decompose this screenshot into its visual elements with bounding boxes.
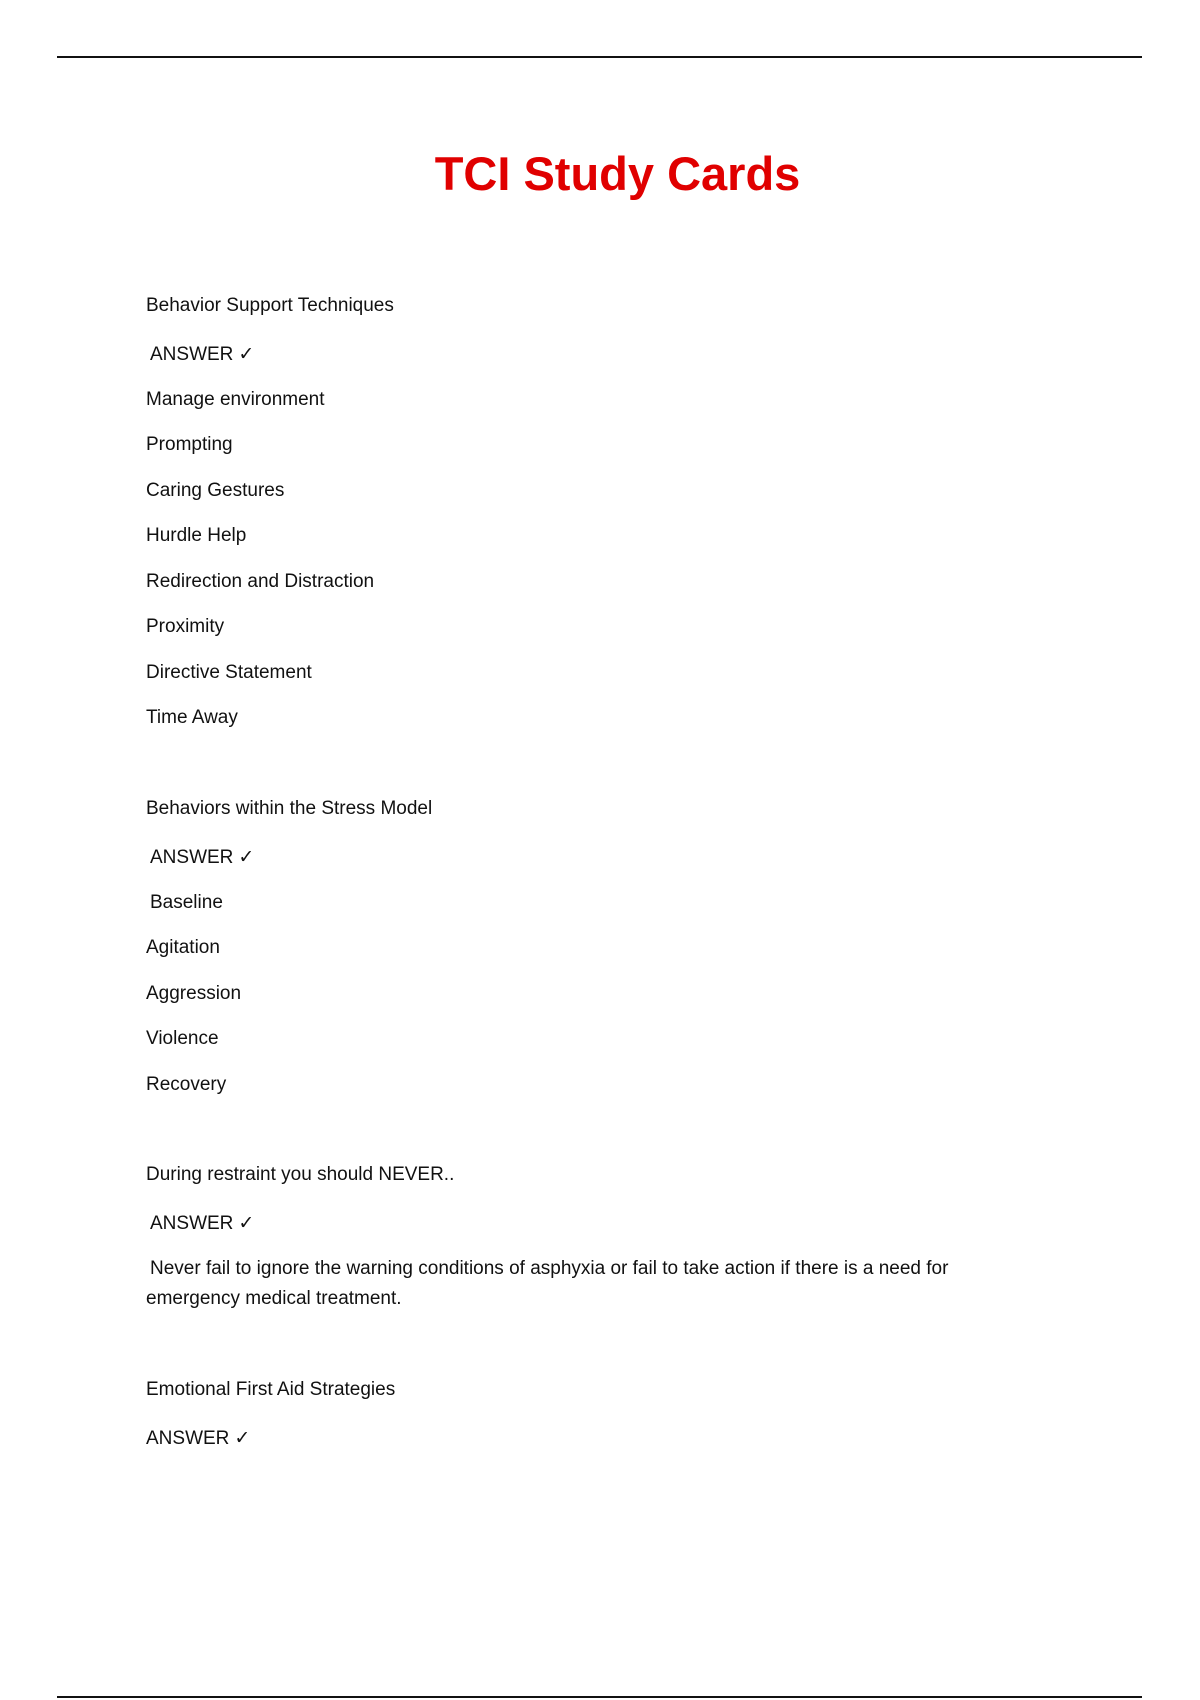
check-icon: ✓	[238, 846, 255, 868]
check-icon: ✓	[234, 1427, 251, 1449]
answer-label	[150, 1211, 254, 1236]
answer-item: emergency medical treatment.	[146, 1288, 402, 1309]
answer-label	[146, 1426, 250, 1451]
answer-item: Proximity	[146, 616, 225, 637]
answer-item: Time Away	[146, 707, 238, 728]
answer-item: Hurdle Help	[146, 525, 247, 546]
answer-item: Redirection and Distraction	[146, 571, 375, 592]
check-icon: ✓	[238, 343, 255, 365]
page-title: TCI Study Cards	[434, 147, 801, 200]
answer-text: ANSWER	[150, 1213, 234, 1234]
card-question: Behavior Support Techniques	[146, 295, 394, 316]
card-question: Emotional First Aid Strategies	[146, 1379, 396, 1400]
answer-item: Violence	[146, 1028, 219, 1049]
answer-label	[150, 342, 254, 367]
answer-item: Baseline	[150, 892, 223, 913]
answer-item: Caring Gestures	[146, 480, 285, 501]
answer-item: Manage environment	[146, 389, 325, 410]
answer-text: ANSWER	[150, 847, 234, 868]
card-question: Behaviors within the Stress Model	[146, 798, 433, 819]
answer-item: Directive Statement	[146, 662, 312, 683]
answer-item: Agitation	[146, 937, 220, 958]
bottom-divider	[57, 1696, 1142, 1698]
top-divider	[57, 56, 1142, 58]
answer-label	[150, 845, 254, 870]
answer-text: ANSWER	[150, 344, 234, 365]
check-icon: ✓	[238, 1212, 255, 1234]
answer-text: ANSWER	[146, 1428, 230, 1449]
card-question: During restraint you should NEVER..	[146, 1164, 455, 1185]
answer-item: Prompting	[146, 434, 233, 455]
answer-item: Recovery	[146, 1074, 227, 1095]
answer-item: Never fail to ignore the warning conditions of asphyxia or fail to take action if there is a need for	[150, 1258, 949, 1279]
answer-item: Aggression	[146, 983, 242, 1004]
